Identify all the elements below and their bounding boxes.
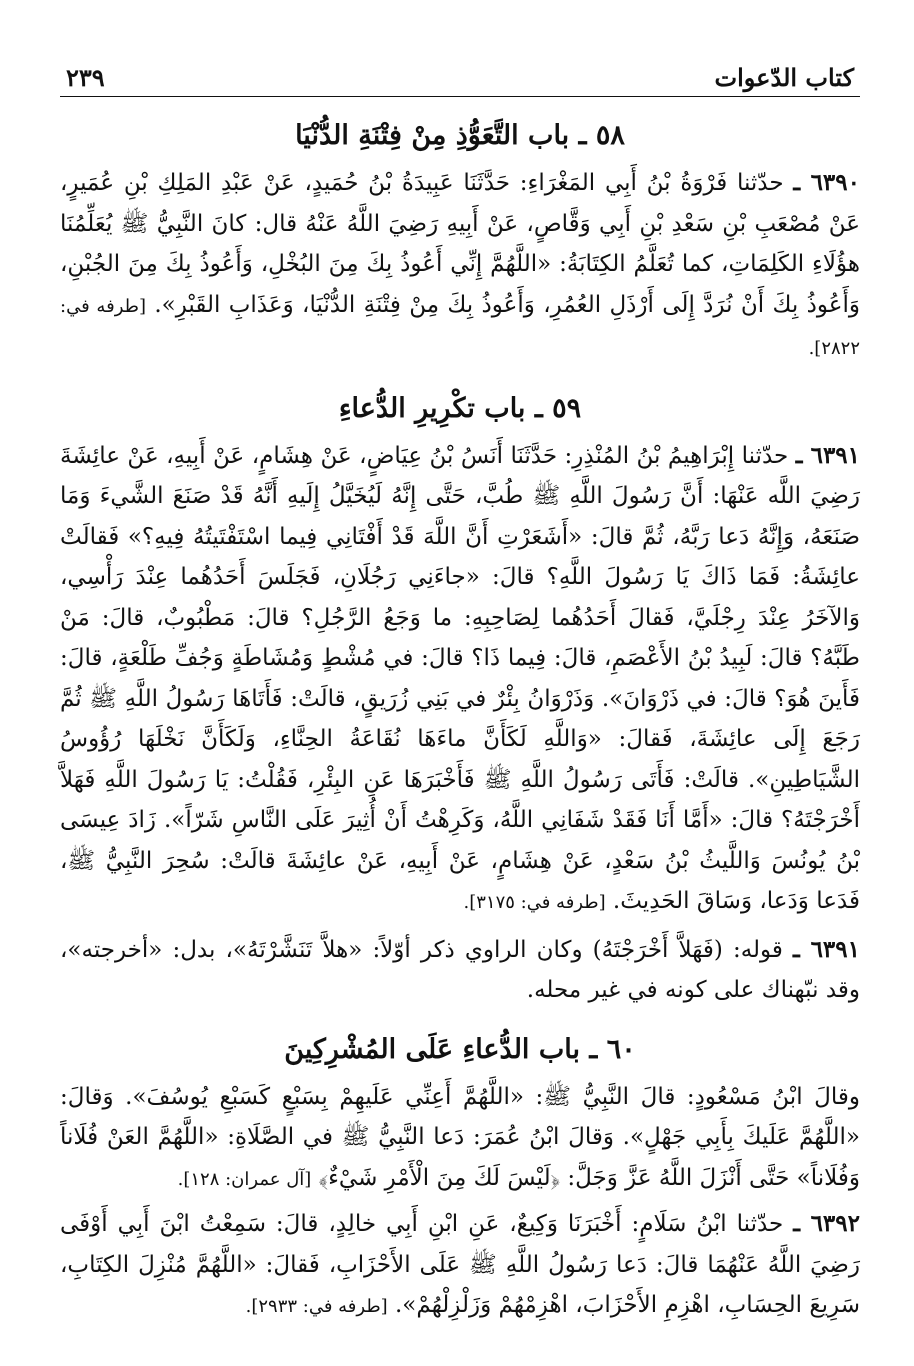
section-60	[60, 1031, 860, 1328]
intro-text: وقالَ ابْنُ مَسْعُودٍ: قالَ النَّبِيُّ ﷺ: «اللَّهُمَّ أَعِنِّي عَلَيهِمْ بِسَبْعٍ كَسَبْعِ يُوسُفَ». وَقالَ: «اللَّهُمَّ عَلَيكَ بِأَبِي جَهْلٍ». وَقالَ ابْنُ عُمَرَ: دَعا النَّبِيُّ ﷺ في الصَّلَاةِ: «اللَّهُمَّ العَنْ فُلَاناً وَفُلَاناً» حَتَّى أَنْزَلَ اللَّهُ عَزَّ وَجَلَّ: ﴿لَيْسَ لَكَ مِنَ الْأَمْرِ شَيْءٌ﴾	[60, 1083, 860, 1191]
cross-reference: [طرفه في: ٢٩٣٣].	[245, 1296, 388, 1317]
cross-reference: [طرفه في: ٢٨٢٢].	[60, 295, 860, 359]
hadith-text: حدّثنا فَرْوَةُ بْنُ أَبِي المَغْرَاءِ: حَدَّثَنَا عَبِيدَةُ بْنُ حُمَيدٍ، عَنْ عَبْدِ المَلِكِ بْنِ عُمَيرٍ، عَنْ مُصْعَبِ بْنِ سَعْدِ بْنِ أَبِي وَقَّاصٍ، عَنْ أَبِيهِ رَضِيَ اللَّهُ عَنْهُ قال: كانَ النَّبِيُّ ﷺ يُعَلِّمُنَا هؤُلَاءِ الكَلِمَاتِ، كما تُعَلَّمُ الكِتَابَةُ: «اللَّهُمَّ إِنِّي أَعُوذُ بِكَ مِنَ البُخْلِ، وَأَعُوذُ بِكَ مِنَ الجُبْنِ، وَأَعُوذُ بِكَ أَنْ نُرَدَّ إِلَى أَرْذَلِ العُمُرِ، وَأَعُوذُ بِكَ مِنْ فِتْنَةِ الدُّنْيَا، وَعَذَابِ القَبْرِ».	[60, 170, 860, 318]
section-58	[60, 117, 860, 370]
hadith-6392	[60, 1204, 860, 1328]
note-number: ٦٣٩١ ـ	[793, 935, 860, 963]
hadith-text: حدّثنا ابْنُ سَلَامٍ: أَخْبَرَنَا وَكِيعٌ، عَنِ ابْنِ أَبِي خالِدٍ، قالَ: سَمِعْتُ ابْنَ أَبِي أَوْفَى رَضِيَ اللَّهُ عَنْهُمَا قالَ: دَعا رَسُولُ اللَّهِ ﷺ عَلَى الأَحْزَابِ، فَقالَ: «اللَّهُمَّ مُنْزِلَ الكِتَابِ، سَرِيعَ الحِسَابِ، اهْزِمِ الأَحْزَابَ، اهْزِمْهُمْ وَزَلْزِلْهُمْ».	[60, 1211, 860, 1318]
page-number: ٢٣٩	[66, 63, 105, 92]
section-heading: ٥٩ ـ باب تكْرِيرِ الدُّعاءِ	[338, 392, 582, 424]
section-59	[60, 390, 860, 1011]
quran-reference: [آل عمران: ١٢٨].	[177, 1168, 312, 1190]
cross-reference: [طرفه في: ٣١٧٥].	[463, 892, 606, 913]
hadith-number: ٦٣٩١ ـ	[795, 441, 861, 469]
hadith-text: حدّثنا إِبْرَاهِيمُ بْنُ المُنْذِرِ: حَدَّثَنَا أَنَسُ بْنُ عِيَاضٍ، عَنْ هِشَامٍ، عَنْ أَبِيهِ، عَنْ عائِشَةَ رَضِيَ اللَّه عَنْهَا: أَنَّ رَسُولَ اللَّهِ ﷺ طُبَّ، حَتَّى إِنَّهُ لَيُخَيَّلُ إِلَيهِ أَنَّهُ قَدْ صَنَعَ الشَّيءَ وَمَا صَنَعَهُ، وَإِنَّهُ دَعا رَبَّهُ، ثُمَّ قالَ: «أَشَعَرْتِ أَنَّ اللَّهَ قَدْ أَفْتَانِي فِيما اسْتَفْتَيتُهُ فِيهِ؟» فَقالَتْ عائِشَةُ: فَمَا ذَاكَ يَا رَسُولَ اللَّهِ؟ قالَ: «جاءَنِي رَجُلَانِ، فَجَلَسَ أَحَدُهُما عِنْدَ رَأْسِي، وَالآخَرُ عِنْدَ رِجْلَيَّ، فَقالَ أَحَدُهُما لِصَاحِبِهِ: ما وَجَعُ الرَّجُلِ؟ قالَ: مَطْبُوبٌ، قالَ: مَنْ طَبَّهُ؟ قالَ: لَبِيدُ بْنُ الأَعْصَمِ، قالَ: فِيما ذَا؟ قالَ: في مُشْطٍ وَمُشَاطَةٍ وَجُفِّ طَلْعَةٍ، قالَ: فَأَينَ هُوَ؟ قالَ: في ذَرْوَانَ». وَذَرْوَانُ بِئْرٌ في بَنِي زُرَيقٍ، قالَتْ: فَأَتَاهَا رَسُولُ اللَّهِ ﷺ ثُمَّ رَجَعَ إِلَى عائِشَةَ، فَقالَ: «وَاللَّهِ لَكَأَنَّ ماءَهَا نُقَاعَةُ الحِنَّاءِ، وَلَكَأَنَّ نَخْلَهَا رُؤُوسُ الشَّيَاطِينِ». قالَتْ: فَأَتَى رَسُولُ اللَّهِ ﷺ فَأَخْبَرَهَا عَنِ البِئْرِ، فَقُلْتُ: يَا رَسُولَ اللَّهِ فَهَلاَّ أَخْرَجْتَهُ؟ قالَ: «أَمَّا أَنَا فَقَدْ شَفَانِي اللَّهُ، وَكَرِهْتُ أَنْ أُثِيرَ عَلَى النَّاسِ شَرّاً». زَادَ عِيسَى بْنُ يُونُسَ وَاللَّيثُ بْنُ سَعْدٍ، عَنْ هِشَامٍ، عَنْ أَبِيهِ، عَنْ عائِشَةَ قالَتْ: سُحِرَ النَّبِيُّ ﷺ، فَدَعا وَدَعا، وَسَاقَ الحَدِيثَ.	[60, 442, 860, 914]
section-heading: ٦٠ ـ باب الدُّعاءِ عَلَى المُشْرِكِينَ	[284, 1033, 636, 1065]
commentary-6391	[60, 930, 860, 1011]
hadith-number: ٦٣٩٢ ـ	[793, 1210, 860, 1237]
hadith-6390	[60, 163, 860, 370]
section-intro	[60, 1077, 860, 1201]
book-title: كتاب الدّعوات	[714, 63, 854, 92]
section-heading: ٥٨ ـ باب التَّعَوُّذِ مِنْ فِتْنَةِ الدُّنْيَا	[295, 120, 625, 151]
running-head	[60, 52, 860, 97]
hadith-6391	[60, 436, 860, 924]
note-text: قوله: (فَهَلاَّ أَخْرَجْتَهُ) وكان الراوي ذكر أوّلاً: «هلاَّ تَنَشَّرْتَهُ»، بدل: «أخرجته»، وقد نبّهناك على كونه في غير محله.	[60, 936, 860, 1003]
hadith-number: ٦٣٩٠ ـ	[793, 169, 860, 196]
